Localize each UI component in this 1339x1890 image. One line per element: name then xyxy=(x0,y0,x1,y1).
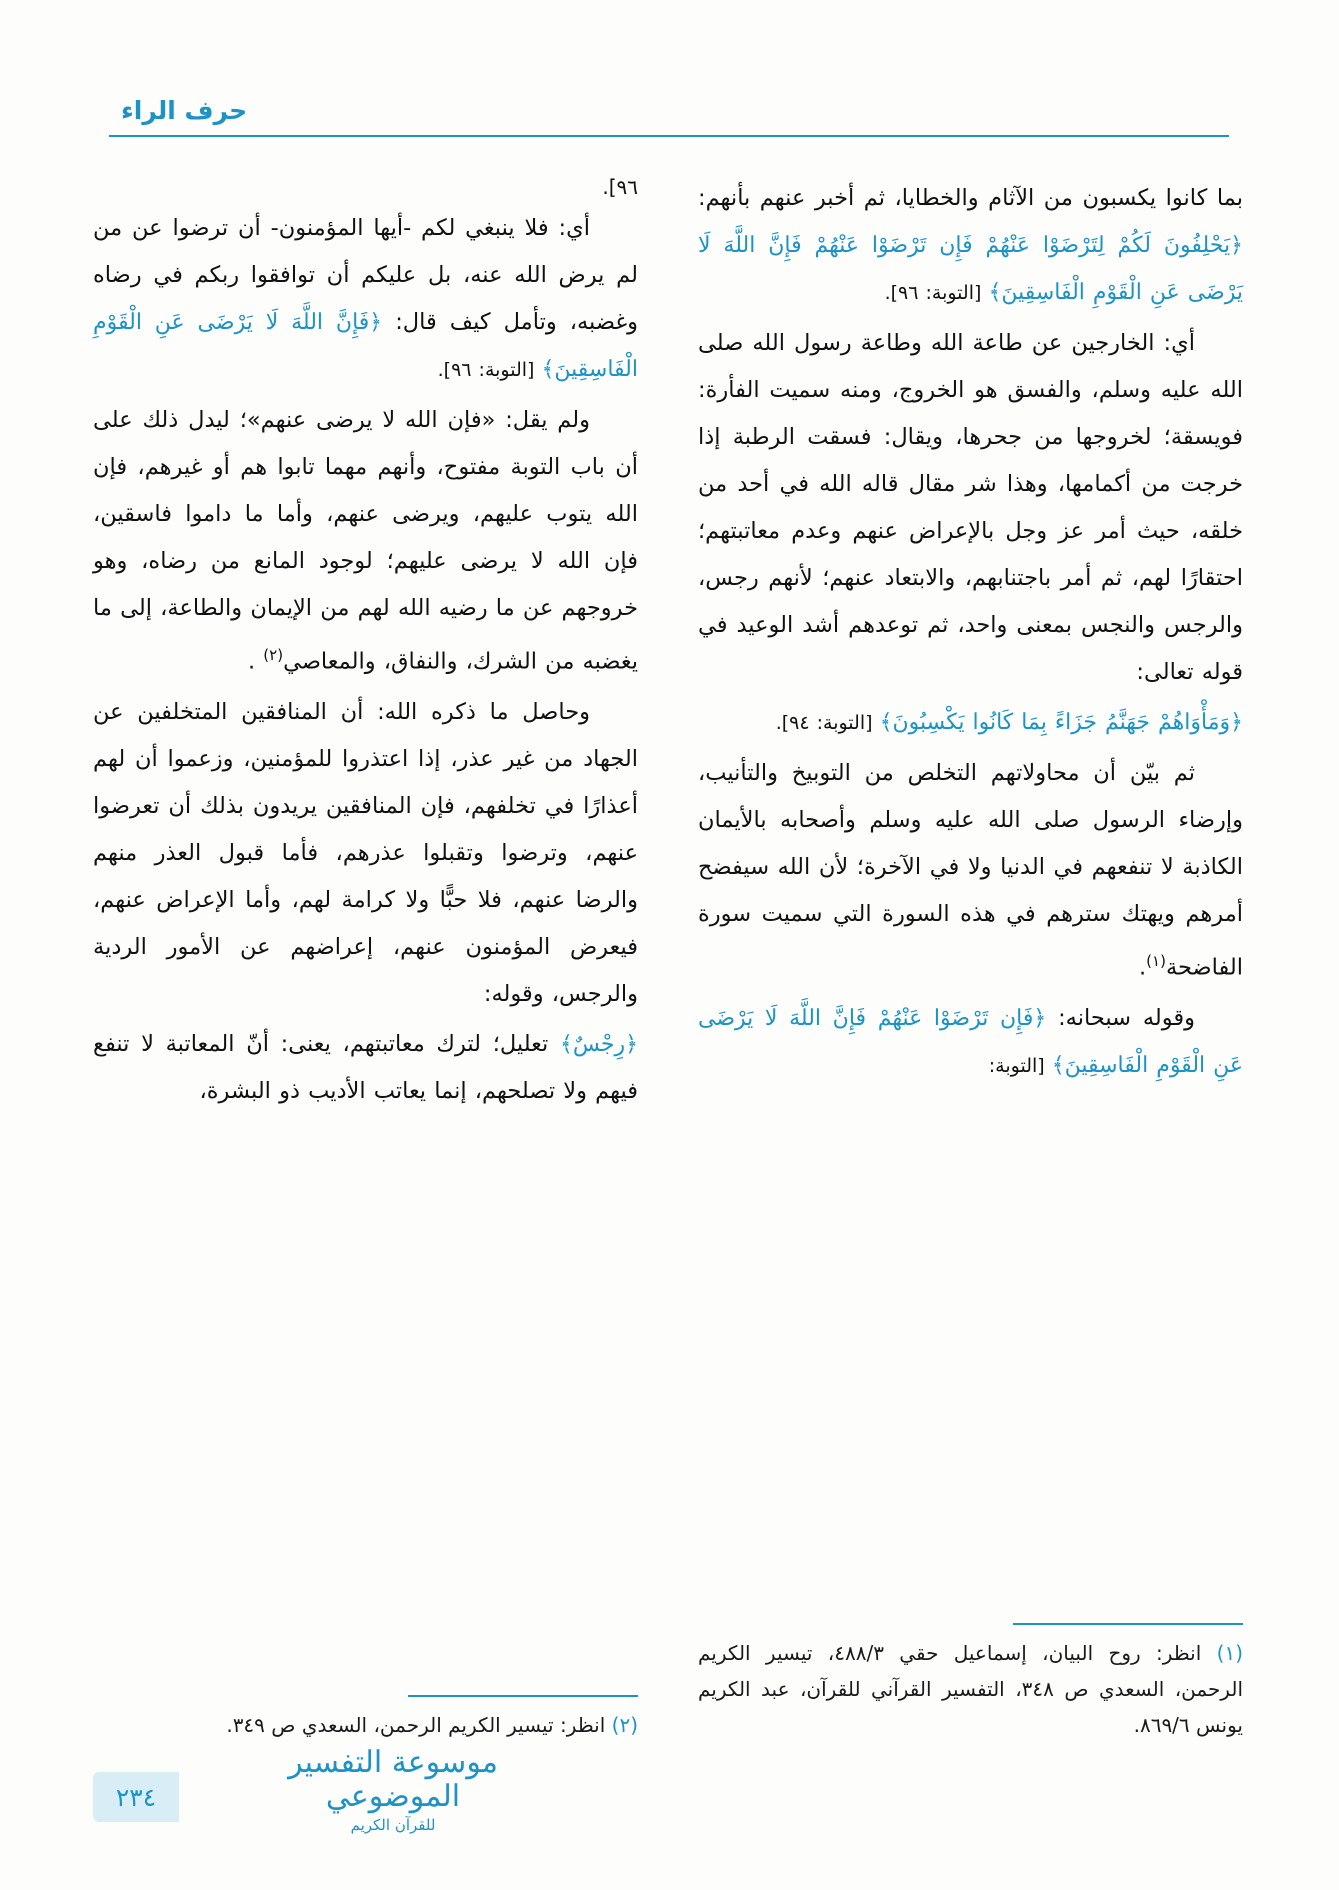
paragraph xyxy=(93,1021,638,1115)
footnote-number: (١) xyxy=(1216,1641,1243,1665)
footnote xyxy=(698,1635,1243,1743)
paragraph xyxy=(698,995,1243,1090)
right-column xyxy=(698,175,1243,1735)
paragraph xyxy=(698,175,1243,317)
logo-subtitle: للقرآن الكريم xyxy=(350,1816,436,1834)
left-column xyxy=(93,175,638,1735)
verse-reference: [التوبة: ٩٦]. xyxy=(437,359,542,381)
text-segment: . xyxy=(247,648,264,675)
page-title: حرف الراء xyxy=(121,96,248,125)
paragraph xyxy=(698,750,1243,992)
quran-verse: ﴿رِجْسٌ﴾ xyxy=(559,1031,638,1057)
text-segment: بما كانوا يكسبون من الآثام والخطايا، ثم أخبر عنهم بأنهم: xyxy=(698,185,1243,211)
page-number: ٢٣٤ xyxy=(115,1782,157,1812)
text-segment: وحاصل ما ذكره الله: أن المنافقين المتخلفين عن الجهاد من غير عذر، إذا اعتذروا للمؤمنين، وزعموا أن لهم أعذارًا في تخلفهم، فإن المنافقين يريدون بذلك أن تعرضوا عنهم، وترضوا وتقبلوا عذرهم، فأما قبول العذر منهم والرضا عنهم، فلا حبًّا ولا كرامة لهم، وأما الإعراض عنهم، فيعرض المؤمنون عنهم، إعراضهم عن الأمور الردية والرجس، وقوله: xyxy=(93,698,638,1007)
paragraph xyxy=(93,689,638,1018)
footnote-divider xyxy=(1013,1623,1243,1625)
text-segment: أي: الخارجين عن طاعة الله وطاعة رسول الله صلى الله عليه وسلم، والفسق هو الخروج، ومنه سميت الفأرة: فويسقة؛ لخروجها من جحرها، ويقال: فسقت الرطبة إذا خرجت من أكمامها، وهذا شر مقال قاله الله في أحد من خلقه، حيث أمر عز وجل بالإعراض عنهم وعدم معاتبتهم؛ احتقارًا لهم، ثم أمر باجتنابهم، والابتعاد عنهم؛ لأنهم رجس، والرجس والنجس بمعنى واحد، ثم توعدهم أشد الوعيد في قوله تعالى: xyxy=(698,330,1243,685)
continued-verse-reference: ٩٦]. xyxy=(602,175,638,199)
logo-title: موسوعة التفسير الموضوعي xyxy=(288,1745,498,1814)
quran-verse: ﴿فَإِنَّ اللَّهَ لَا يَرْضَى عَنِ الْقَوْمِ الْفَاسِقِينَ﴾ xyxy=(93,310,638,382)
text-segment: . xyxy=(1139,954,1147,981)
publisher-logo xyxy=(243,1746,543,1834)
page-header xyxy=(109,96,1229,137)
header-divider xyxy=(109,135,1229,137)
verse-reference: [التوبة: ٩٦]. xyxy=(884,282,989,304)
quran-verse: ﴿فَإِن تَرْضَوْا عَنْهُمْ فَإِنَّ اللَّهَ لَا يَرْضَى عَنِ الْقَوْمِ الْفَاسِقِينَ﴾ xyxy=(698,1005,1243,1078)
footnote-text: انظر: تيسير الكريم الرحمن، السعدي ص ٣٤٩. xyxy=(226,1713,606,1737)
page-number-badge xyxy=(93,1772,179,1822)
footnote-marker: (١) xyxy=(1146,952,1166,970)
page-footer xyxy=(93,1730,1243,1840)
verse-reference: [التوبة: xyxy=(988,1054,1052,1077)
text-segment: وقوله سبحانه: xyxy=(1046,1004,1195,1031)
paragraph xyxy=(93,205,638,394)
footnote-marker: (٢) xyxy=(263,646,284,664)
verse-reference: [التوبة: ٩٤]. xyxy=(775,712,880,734)
paragraph xyxy=(93,397,638,686)
quran-verse: ﴿يَحْلِفُونَ لَكُمْ لِتَرْضَوْا عَنْهُمْ فَإِن تَرْضَوْا عَنْهُمْ فَإِنَّ اللَّهَ لَا يَرْضَى عَنِ الْقَوْمِ الْفَاسِقِينَ﴾ xyxy=(698,233,1243,305)
text-segment: أي: فلا ينبغي لكم -أيها المؤمنون- أن ترضوا عن من لم يرض الله عنه، بل عليكم أن توافقوا ربكم في رضاه وغضبه، وتأمل كيف قال: xyxy=(93,215,638,335)
right-column-text xyxy=(698,175,1243,1090)
quran-verse: ﴿وَمَأْوَاهُمْ جَهَنَّمُ جَزَاءً بِمَا كَانُوا يَكْسِبُونَ﴾ xyxy=(879,710,1243,735)
paragraph xyxy=(698,699,1243,747)
paragraph xyxy=(698,320,1243,696)
body-columns xyxy=(93,175,1243,1735)
footnote-number: (٢) xyxy=(611,1713,638,1737)
left-column-text xyxy=(93,175,638,1115)
footnote-divider xyxy=(408,1695,638,1697)
text-segment: ولم يقل: «فإن الله لا يرضى عنهم»؛ ليدل ذلك على أن باب التوبة مفتوح، وأنهم مهما تابوا هم أو غيرهم، فإن الله يتوب عليهم، ويرضى عنهم، وأما ما داموا فاسقين، فإن الله لا يرضى عليهم؛ لوجود المانع من رضاه، وهو خروجهم عن ما رضيه الله لهم من الإيمان والطاعة، إلى ما يغضبه من الشرك، والنفاق، والمعاصي xyxy=(93,407,638,675)
text-segment: ثم بيّن أن محاولاتهم التخلص من التوبيخ والتأنيب، وإرضاء الرسول صلى الله عليه وسلم وأصحابه بالأيمان الكاذبة لا تنفعهم في الدنيا ولا في الآخرة؛ لأن الله سيفضح أمرهم ويهتك سترهم في هذه السورة التي سميت سورة الفاضحة xyxy=(698,760,1243,981)
footnote-text: انظر: روح البيان، إسماعيل حقي ٤٨٨/٣، تيسير الكريم الرحمن، السعدي ص ٣٤٨، التفسير القرآني للقرآن، عبد الكريم يونس ٨٦٩/٦. xyxy=(698,1641,1243,1737)
text-segment: تعليل؛ لترك معاتبتهم، يعنى: أنّ المعاتبة لا تنفع فيهم ولا تصلحهم، إنما يعاتب الأديب ذو البشرة، xyxy=(93,1030,638,1104)
right-column-footnotes xyxy=(698,1623,1243,1743)
